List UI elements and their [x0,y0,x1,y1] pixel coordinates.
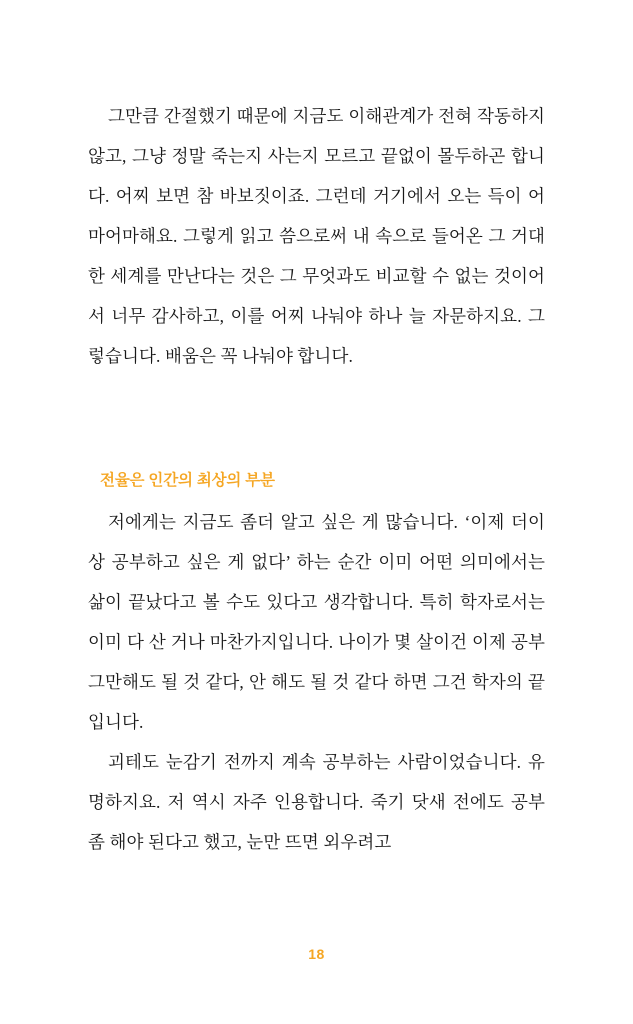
paragraph: 저에게는 지금도 좀더 알고 싶은 게 많습니다. ‘이제 더이상 공부하고 싶은 게 없다’ 하는 순간 이미 어떤 의미에서는 삶이 끝났다고 볼 수도 있다고 생각합니다. 특히 학자로서는 이미 다 산 거나 마찬가지입니다. 나이가 몇 살이건 이제 공부 그만해도 될 것 같다, 안 해도 될 것 같다 하면 그건 학자의 끝입니다. [88,512,545,732]
section-text-block [88,502,545,862]
section-heading: 전율은 인간의 최상의 부분 [100,472,275,489]
page-number: 18 [308,946,325,962]
paragraph: 괴테도 눈감기 전까지 계속 공부하는 사람이었습니다. 유명하지요. 저 역시 자주 인용합니다. 죽기 닷새 전에도 공부 좀 해야 된다고 했고, 눈만 뜨면 외우려고 [88,752,545,852]
opening-text-block [88,96,545,376]
paragraph: 그만큼 간절했기 때문에 지금도 이해관계가 전혀 작동하지 않고, 그냥 정말 죽는지 사는지 모르고 끝없이 몰두하곤 합니다. 어찌 보면 참 바보짓이죠. 그런데 거기에서 오는 득이 어마어마해요. 그렇게 읽고 씀으로써 내 속으로 들어온 그 거대한 세계를 만난다는 것은 그 무엇과도 비교할 수 없는 것이어서 너무 감사하고, 이를 어찌 나눠야 하나 늘 자문하지요. 그렇습니다. 배움은 꼭 나눠야 합니다. [88,106,545,366]
section-spacer [88,376,545,468]
